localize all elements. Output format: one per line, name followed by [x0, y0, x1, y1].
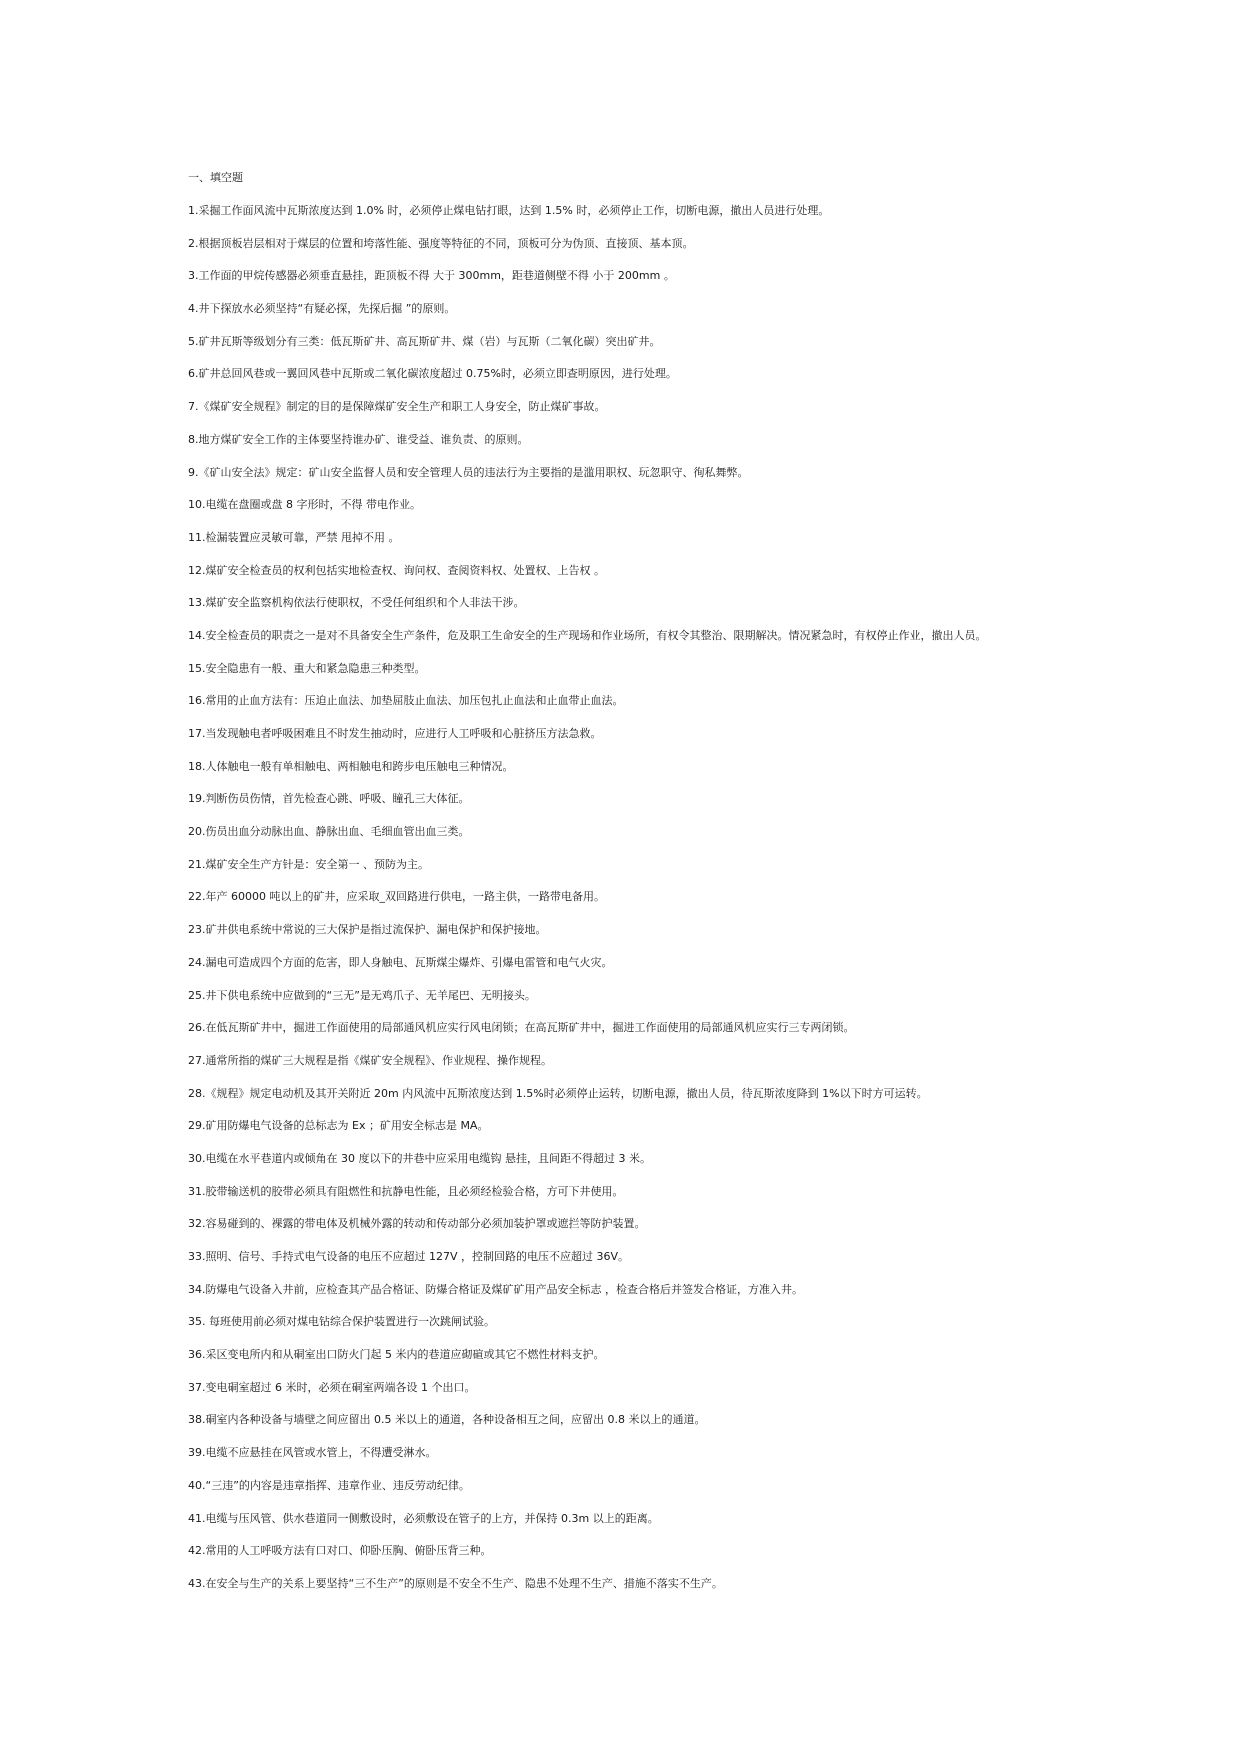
question-item: 4.井下探放水必须坚持“有疑必探，先探后掘 ”的原则。: [188, 302, 456, 316]
question-item: 21.煤矿安全生产方针是：安全第一 、预防为主。: [188, 857, 429, 871]
question-item: 38.硐室内各种设备与墙壁之间应留出 0.5 米以上的通道，各种设备相互之间，应留出 0.8 米以上的通道。: [188, 1413, 706, 1427]
question-item: 42.常用的人工呼吸方法有口对口、仰卧压胸、俯卧压背三种。: [188, 1544, 492, 1558]
question-item: 23.矿井供电系统中常说的三大保护是指过流保护、漏电保护和保护接地。: [188, 923, 547, 937]
question-item: 5.矿井瓦斯等级划分有三类：低瓦斯矿井、高瓦斯矿井、煤（岩）与瓦斯（二氧化碳）突出矿井。: [188, 334, 661, 348]
question-item: 31.胶带输送机的胶带必须具有阻燃性和抗静电性能，且必须经检验合格，方可下井使用。: [188, 1184, 624, 1198]
question-item: 26.在低瓦斯矿井中，掘进工作面使用的局部通风机应实行风电闭锁；在高瓦斯矿井中，掘进工作面使用的局部通风机应实行三专两闭锁。: [188, 1021, 855, 1035]
question-list: [188, 203, 1198, 1609]
question-item: 11.检漏装置应灵敏可靠，严禁 甩掉不用 。: [188, 530, 400, 544]
question-item: 37.变电硐室超过 6 米时，必须在硐室两端各设 1 个出口。: [188, 1380, 476, 1394]
section-heading: 一、填空题: [188, 171, 243, 184]
question-item: 43.在安全与生产的关系上要坚持“三不生产”的原则是不安全不生产、隐患不处理不生产、措施不落实不生产。: [188, 1576, 723, 1590]
question-item: 2.根据顶板岩层相对于煤层的位置和垮落性能、强度等特征的不同，顶板可分为伪顶、直接顶、基本顶。: [188, 236, 694, 250]
question-item: 39.电缆不应悬挂在风管或水管上，不得遭受淋水。: [188, 1446, 437, 1460]
question-item: 12.煤矿安全检查员的权利包括实地检查权、询问权、查阅资料权、处置权、上告权 。: [188, 563, 605, 577]
question-item: 3.工作面的甲烷传感器必须垂直悬挂，距顶板不得 大于 300mm，距巷道侧壁不得 小于 200mm 。: [188, 269, 675, 283]
question-item: 9.《矿山安全法》规定：矿山安全监督人员和安全管理人员的违法行为主要指的是滥用职权、玩忽职守、徇私舞弊。: [188, 465, 749, 479]
question-item: 1.采掘工作面风流中瓦斯浓度达到 1.0% 时，必须停止煤电钻打眼，达到 1.5% 时，必须停止工作，切断电源，撤出人员进行处理。: [188, 204, 830, 217]
question-item: 35. 每班使用前必须对煤电钻综合保护装置进行一次跳闸试验。: [188, 1315, 495, 1329]
question-item: 25.井下供电系统中应做到的“三无”是无鸡爪子、无羊尾巴、无明接头。: [188, 988, 536, 1002]
question-item: 34.防爆电气设备入井前，应检查其产品合格证、防爆合格证及煤矿矿用产品安全标志 ，检查合格后并签发合格证，方准入井。: [188, 1282, 803, 1296]
question-item: 6.矿井总回风巷或一翼回风巷中瓦斯或二氧化碳浓度超过 0.75%时，必须立即查明原因，进行处理。: [188, 367, 677, 381]
question-item: 19.判断伤员伤情，首先检查心跳、呼吸、瞳孔三大体征。: [188, 792, 470, 806]
question-item: 32.容易碰到的、裸露的带电体及机械外露的转动和传动部分必须加装护罩或遮拦等防护装置。: [188, 1217, 646, 1231]
question-item: 40.“三违”的内容是违章指挥、违章作业、违反劳动纪律。: [188, 1478, 470, 1492]
question-item: 27.通常所指的煤矿三大规程是指《煤矿安全规程》、作业规程、操作规程。: [188, 1053, 552, 1067]
question-item: 15.安全隐患有一般、重大和紧急隐患三种类型。: [188, 661, 426, 675]
question-item: 28.《规程》规定电动机及其开关附近 20m 内风流中瓦斯浓度达到 1.5%时必须停止运转，切断电源，撤出人员，待瓦斯浓度降到 1%以下时方可运转。: [188, 1086, 928, 1100]
question-item: 18.人体触电一般有单相触电、两相触电和跨步电压触电三种情况。: [188, 759, 514, 773]
question-item: 29.矿用防爆电气设备的总标志为 Ex ；矿用安全标志是 MA。: [188, 1119, 489, 1133]
question-item: 41.电缆与压风管、供水巷道同一侧敷设时，必须敷设在管子的上方，并保持 0.3m 以上的距离。: [188, 1511, 659, 1525]
question-item: 17.当发现触电者呼吸困难且不时发生抽动时，应进行人工呼吸和心脏挤压方法急救。: [188, 727, 602, 740]
question-item: 16.常用的止血方法有：压迫止血法、加垫屈肢止血法、加压包扎止血法和止血带止血法。: [188, 694, 624, 708]
question-item: 24.漏电可造成四个方面的危害，即人身触电、瓦斯煤尘爆炸、引爆电雷管和电气火灾。: [188, 955, 613, 969]
question-item: 36.采区变电所内和从硐室出口防火门起 5 米内的巷道应砌碹或其它不燃性材料支护。: [188, 1348, 605, 1362]
question-item: 10.电缆在盘圈或盘 8 字形时，不得 带电作业。: [188, 498, 421, 512]
question-item: 30.电缆在水平巷道内或倾角在 30 度以下的井巷中应采用电缆钩 悬挂，且间距不得超过 3 米。: [188, 1151, 651, 1165]
question-item: 14.安全检查员的职责之一是对不具备安全生产条件，危及职工生命安全的生产现场和作业场所，有权令其整治、限期解决。情况紧急时，有权停止作业，撤出人员。: [188, 628, 987, 642]
question-item: 20.伤员出血分动脉出血、静脉出血、毛细血管出血三类。: [188, 825, 470, 839]
question-item: 7.《煤矿安全规程》制定的目的是保障煤矿安全生产和职工人身安全，防止煤矿事故。: [188, 400, 606, 414]
question-item: 33.照明、信号、手持式电气设备的电压不应超过 127V ，控制回路的电压不应超过 36V。: [188, 1250, 630, 1263]
document-body: [188, 170, 1198, 1609]
question-item: 8.地方煤矿安全工作的主体要坚持谁办矿、谁受益、谁负责、的原则。: [188, 432, 529, 446]
question-item: 22.年产 60000 吨以上的矿井，应采取_双回路进行供电，一路主供，一路带电备用。: [188, 890, 605, 904]
question-item: 13.煤矿安全监察机构依法行使职权，不受任何组织和个人非法干涉。: [188, 596, 525, 610]
